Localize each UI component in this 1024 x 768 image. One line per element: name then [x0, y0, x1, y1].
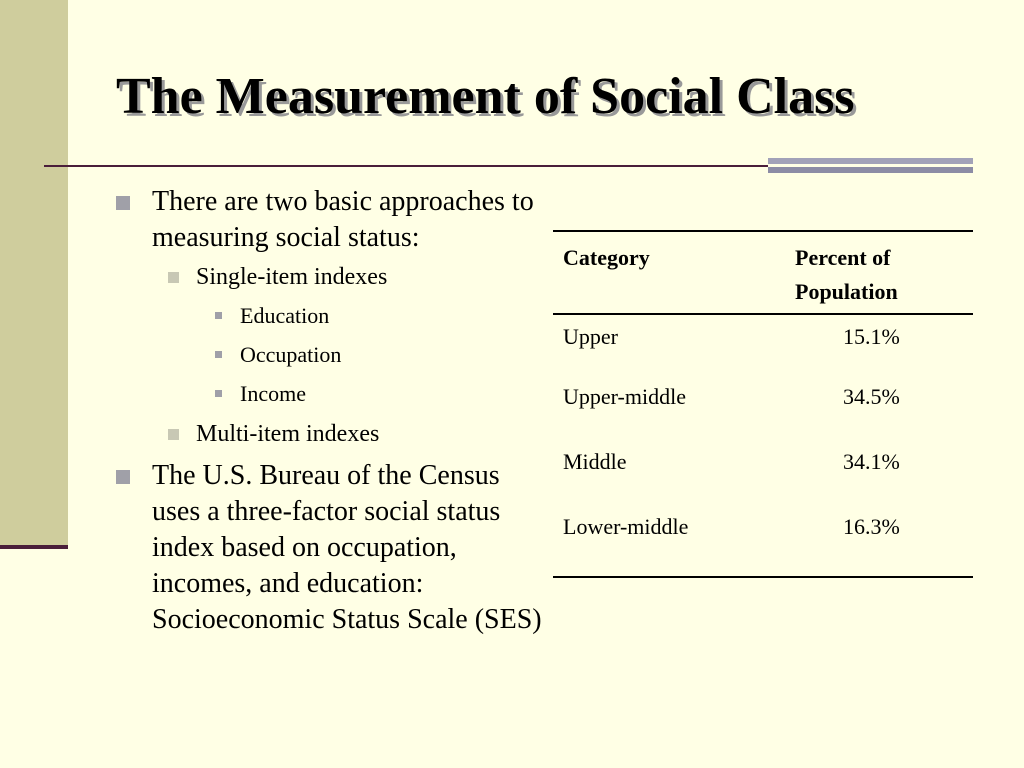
bullet-text: The U.S. Bureau of the Census uses a three-factor social status index based on occupation, incomes, and education: Socioeconomic Status Scale (SES) — [152, 460, 542, 635]
side-band — [0, 0, 68, 545]
sub-sub-bullet-text: Occupation — [240, 342, 342, 367]
sub-sub-bullet-text: Income — [240, 381, 306, 406]
table-row — [553, 511, 973, 577]
percent-cell: 34.5% — [843, 384, 900, 409]
column-header-category: Category — [563, 245, 650, 270]
bullet-square-icon — [215, 351, 222, 358]
title-accent-bars — [768, 158, 973, 173]
sub-bullet-text: Single-item indexes — [196, 264, 388, 290]
sub-sub-bullet-item — [116, 379, 546, 409]
bullet-text: There are two basic approaches to measuring social status: — [152, 186, 534, 253]
title-rule — [44, 165, 768, 167]
table-row — [553, 381, 973, 446]
bullet-square-icon — [168, 272, 179, 283]
category-cell: Upper — [563, 324, 618, 349]
bullet-square-icon — [215, 312, 222, 319]
bullet-square-icon — [215, 390, 222, 397]
population-table — [553, 230, 973, 578]
table-row — [553, 314, 973, 381]
percent-cell: 15.1% — [843, 324, 900, 349]
sub-bullet-item — [116, 418, 546, 450]
bullet-item — [116, 458, 546, 638]
percent-cell: 34.1% — [843, 449, 900, 474]
table-row — [553, 446, 973, 511]
sub-sub-bullet-text: Education — [240, 303, 330, 328]
sub-bullet-text: Multi-item indexes — [196, 421, 380, 447]
bullet-square-icon — [116, 196, 130, 210]
bullet-square-icon — [116, 470, 130, 484]
percent-cell: 16.3% — [843, 514, 900, 539]
bullet-item — [116, 184, 546, 256]
bullet-square-icon — [168, 429, 179, 440]
slide-title: The Measurement of Social Class — [116, 68, 855, 125]
category-cell: Lower-middle — [563, 514, 689, 539]
column-header-percent: Percent of Population — [795, 245, 898, 304]
sub-sub-bullet-item — [116, 340, 546, 370]
bullet-list — [116, 184, 546, 643]
category-cell: Middle — [563, 449, 627, 474]
sub-sub-bullet-item — [116, 301, 546, 331]
category-cell: Upper-middle — [563, 384, 686, 409]
table-header-row — [553, 231, 973, 314]
side-band-rule — [0, 545, 68, 549]
sub-bullet-item — [116, 261, 546, 293]
